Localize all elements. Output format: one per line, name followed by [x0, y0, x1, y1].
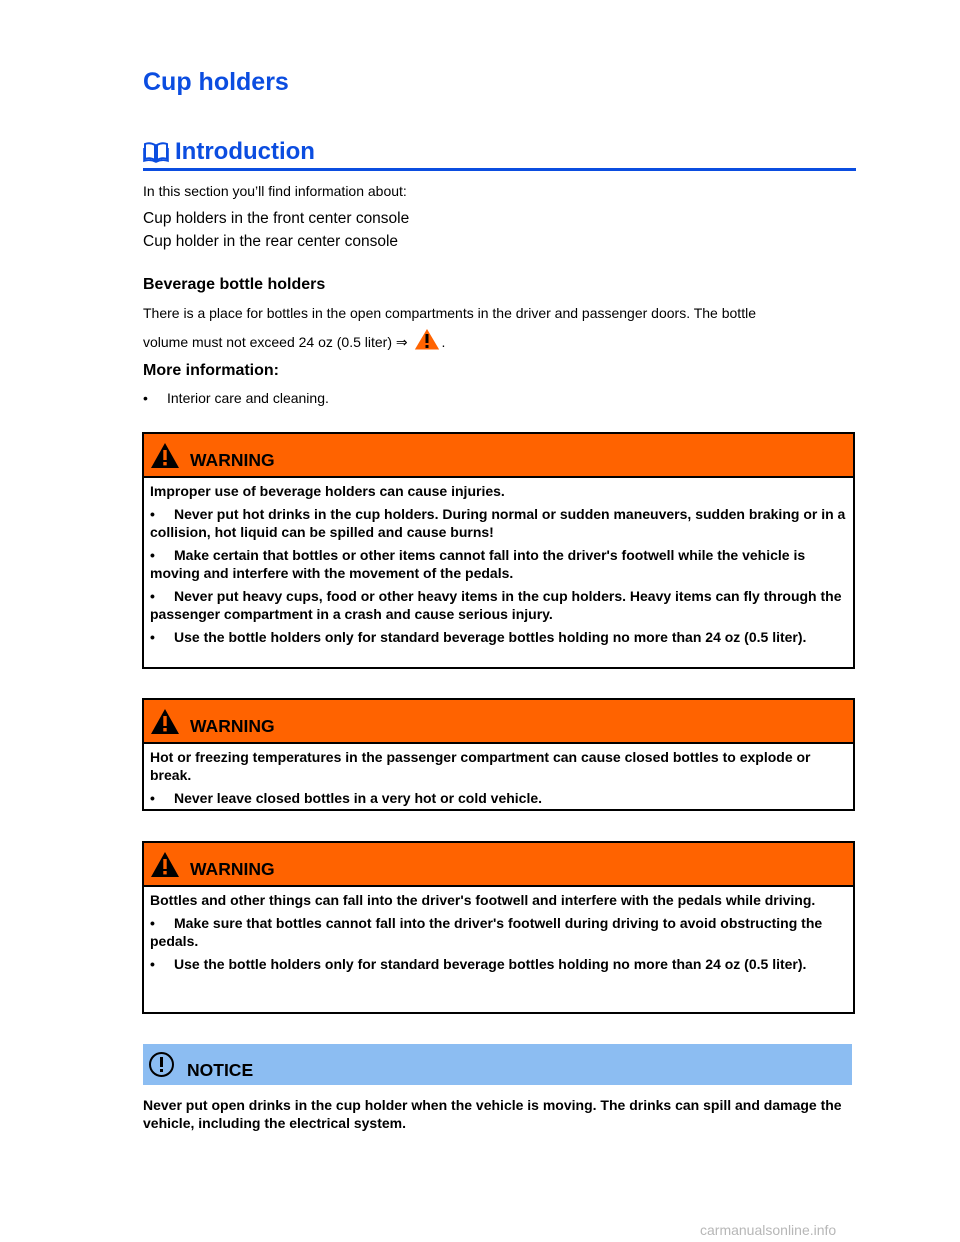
bullet: •	[143, 390, 148, 406]
warning-body	[144, 744, 853, 815]
more-information-list	[143, 390, 329, 406]
beverage-text-line: volume must not exceed 24 oz (0.5 liter) ⇒	[143, 334, 408, 350]
bullet: •	[150, 506, 155, 522]
warning-item	[150, 914, 848, 950]
notice-title: NOTICE	[187, 1060, 254, 1080]
notice-header	[143, 1044, 852, 1085]
warning-item-text: Never put hot drinks in the cup holders. During normal or sudden maneuvers, sudden braking or in a collision, hot liquid can be spilled and cause burns!	[150, 506, 846, 540]
book-icon	[143, 140, 169, 164]
section-heading-introduction	[143, 136, 856, 171]
warning-header	[144, 434, 853, 478]
warning-triangle-icon[interactable]	[413, 327, 441, 351]
warning-item-text: Make certain that bottles or other items cannot fall into the driver's footwell while the vehicle is moving and interfere with the movement of the pedals.	[150, 547, 806, 581]
warning-item	[150, 789, 848, 807]
warning-box	[142, 432, 855, 669]
beverage-bottle-holders-heading: Beverage bottle holders	[143, 276, 326, 293]
warning-title: WARNING	[190, 715, 275, 736]
warning-header	[144, 700, 853, 744]
exclamation-circle-icon	[148, 1051, 175, 1078]
watermark: carmanualsonline.info	[700, 1222, 837, 1238]
bullet: •	[150, 915, 155, 931]
warning-item	[150, 505, 848, 541]
warning-triangle-icon	[150, 708, 180, 735]
warning-body	[144, 478, 853, 654]
warning-body	[144, 887, 853, 981]
bullet: •	[150, 629, 155, 645]
warning-header	[144, 843, 853, 887]
warning-item-text: Never put heavy cups, food or other heavy items in the cup holders. Heavy items can fly through the passenger compartment in a crash and cause serious injury.	[150, 588, 842, 622]
warning-item-text: Never leave closed bottles in a very hot or cold vehicle.	[174, 790, 543, 806]
beverage-bottle-text	[143, 300, 855, 356]
warning-box	[142, 698, 855, 811]
bullet: •	[150, 790, 155, 806]
warning-triangle-icon	[150, 851, 180, 878]
topic-link[interactable]: Cup holders in the front center console	[143, 210, 410, 227]
warning-item	[150, 546, 848, 582]
more-info-link[interactable]: Interior care and cleaning.	[167, 390, 329, 406]
bullet: •	[150, 588, 155, 604]
warning-lead: Improper use of beverage holders can cause injuries.	[150, 483, 505, 499]
warning-box	[142, 841, 855, 1014]
more-information-heading: More information:	[143, 362, 279, 379]
warning-item	[150, 955, 848, 973]
introduction-title: Introduction	[175, 138, 315, 165]
warning-item-text: Use the bottle holders only for standard beverage bottles holding no more than 24 oz (0.5 liter).	[174, 629, 807, 645]
warning-item	[150, 628, 848, 646]
warning-item	[150, 587, 848, 623]
warning-title: WARNING	[190, 858, 275, 879]
warning-title: WARNING	[190, 449, 275, 470]
warning-lead: Hot or freezing temperatures in the passenger compartment can cause closed bottles to explode or break.	[150, 749, 811, 783]
beverage-text-end: .	[441, 334, 446, 350]
intro-lead-text: In this section you’ll find information about:	[143, 183, 407, 199]
bullet: •	[150, 956, 155, 972]
bullet: •	[150, 547, 155, 563]
warning-item-text: Use the bottle holders only for standard beverage bottles holding no more than 24 oz (0.5 liter).	[174, 956, 807, 972]
warning-item-text: Make sure that bottles cannot fall into the driver's footwell during driving to avoid obstructing the pedals.	[150, 915, 823, 949]
warning-lead: Bottles and other things can fall into the driver's footwell and interfere with the pedals while driving.	[150, 892, 816, 908]
notice-text: Never put open drinks in the cup holder when the vehicle is moving. The drinks can spill and damage the vehicle, including the electrical system.	[143, 1097, 842, 1131]
topic-link[interactable]: Cup holder in the rear center console	[143, 233, 399, 250]
page-title: Cup holders	[143, 68, 289, 96]
warning-triangle-icon	[150, 442, 180, 469]
beverage-text-line: There is a place for bottles in the open compartments in the driver and passenger doors. The bottle	[143, 305, 756, 321]
